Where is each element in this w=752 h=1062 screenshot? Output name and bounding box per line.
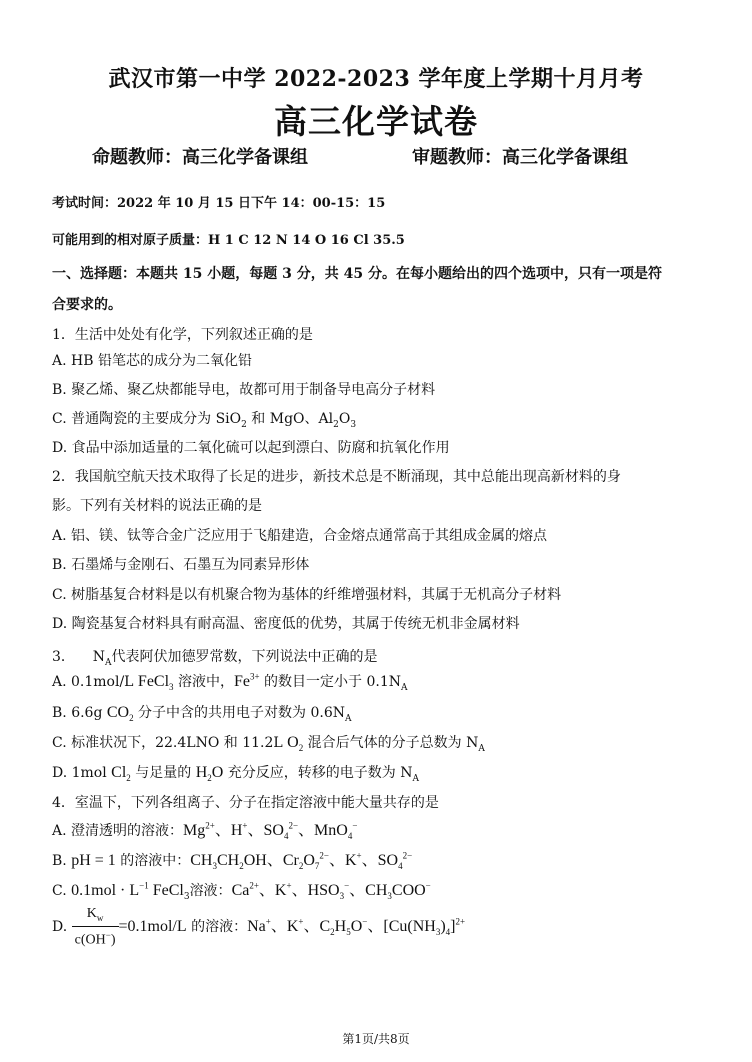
- q1-stem: 1．生活中处处有化学，下列叙述正确的是: [52, 327, 313, 343]
- q4-d-mid: 的溶液：: [186, 919, 248, 936]
- q1-option-d: D. 食品中添加适量的二氧化硫可以起到漂白、防腐和抗氧化作用: [52, 440, 450, 456]
- q2-option-d: D. 陶瓷基复合材料具有耐高温、密度低的优势，其属于传统无机非金属材料: [52, 616, 520, 632]
- page-number: 第1页/共8页: [342, 1032, 410, 1046]
- reviewer-info: [412, 143, 628, 169]
- q2-stem-line1: 2．我国航空航天技术取得了长足的进步，新技术总是不断涌现，其中总能出现高新材料的身: [52, 469, 621, 485]
- q3-a-part2: 溶液中，: [173, 674, 234, 690]
- q4-option-d: D. $\frac{K_w}{c(OH^-)}$ =0.1mol/L 的溶液：Na+、K+、$C_2H_5O^-$、$[Cu(NH_3)_4]^{2+}$: [52, 906, 466, 948]
- setter-label: 命题教师：: [92, 147, 182, 168]
- q4-option-c: C. $0.1mol \cdot L^{-1}$ FeCl$_3$溶液：$Ca^{2+}$、K+、$HSO_3^-$、$CH_3COO^-$: [52, 880, 431, 902]
- q4-option-a: A. 澄清透明的溶液：$Mg^{2+}$、H+、$SO_4^{2-}$、MnO$_4$−: [52, 820, 358, 842]
- exam-time: 考试时间：2022 年 10 月 15 日下午 14：00-15：15: [52, 196, 386, 211]
- q4-b-label: B.: [52, 853, 67, 869]
- q3-a-part3: 的数目一定小于 0.1N: [259, 674, 401, 690]
- q4-c-label: C.: [52, 883, 67, 899]
- q1-c-mid: 和 MgO、Al: [246, 411, 334, 427]
- q3-c-part1: C. 标准状况下，22.4LNO 和 11.2L: [52, 735, 288, 751]
- q2-option-c: C. 树脂基复合材料是以有机聚合物为基体的纤维增强材料，其属于无机高分子材料: [52, 587, 562, 603]
- q3-b-part2: 分子中含的共用电子对数为 0.6N: [133, 705, 346, 721]
- exam-title-line1: 武汉市第一中学 2022-2023 学年度上学期十月月考: [108, 66, 644, 92]
- q1-option-c: C. 普通陶瓷的主要成分为 SiO$_2$ 和 MgO、$Al_2O_3$: [52, 411, 357, 430]
- q3-d-part1: D. 1mol: [52, 765, 112, 781]
- q4-c-mid: 溶液：: [189, 883, 232, 899]
- q3-stem: 3． $N_A$代表阿伏加德罗常数，下列说法中正确的是: [52, 649, 378, 668]
- q4-stem: 4．室温下，下列各组离子、分子在指定溶液中能大量共存的是: [52, 795, 439, 811]
- section-intro-line2: 合要求的。: [52, 297, 122, 313]
- q2-stem-line2: 影。下列有关材料的说法正确的是: [52, 498, 262, 514]
- q3-b-part1: B. 6.6g: [52, 705, 107, 721]
- atomic-masses: 可能用到的相对原子质量：H 1 C 12 N 14 O 16 Cl 35.5: [52, 233, 405, 248]
- q3-d-part2: 与足量的: [130, 765, 196, 781]
- q3-c-part2: 混合后气体的分子总数为 N: [303, 735, 479, 751]
- q3-number: 3．: [52, 649, 75, 665]
- q3-d-part3: 充分反应，转移的电子数为 N: [223, 765, 413, 781]
- q2-option-a: A. 铝、镁、钛等合金广泛应用于飞船建造，合金熔点通常高于其组成金属的熔点: [52, 528, 548, 544]
- section-intro-line1: 一、选择题：本题共 15 小题，每题 3 分，共 45 分。在每小题给出的四个选项中，只有一项是符: [52, 266, 662, 282]
- q3-option-b: B. 6.6g $CO_2$ 分子中含的共用电子对数为 $0.6N_A$: [52, 704, 352, 724]
- exam-title-line2: 高三化学试卷: [274, 102, 478, 141]
- q1-c-pre: C. 普通陶瓷的主要成分为 SiO: [52, 411, 242, 427]
- q3-option-a: A. 0.1mol/L FeCl$_3$ 溶液中，$Fe^{3+}$ 的数目一定小于 $0.1N_A$: [52, 671, 408, 693]
- q4-a-label: A. 澄清透明的溶液：: [52, 823, 184, 839]
- q3-a-part1: A. 0.1mol/L: [52, 674, 138, 690]
- q3-stem-text: 代表阿伏加德罗常数，下列说法中正确的是: [111, 649, 378, 665]
- q2-option-b: B. 石墨烯与金刚石、石墨互为同素异形体: [52, 557, 310, 573]
- q4-b-mid: 的溶液中：: [115, 853, 191, 869]
- setter-name: 高三化学备课组: [182, 147, 308, 168]
- kw-fraction: $\frac{K_w}{c(OH^-)}$: [72, 906, 119, 948]
- q3-option-c: C. 标准状况下，22.4LNO 和 11.2L $O_2$ 混合后气体的分子总数为 $N_A$: [52, 734, 485, 754]
- setter-info: [92, 143, 308, 169]
- reviewer-label: 审题教师：: [412, 147, 502, 168]
- q3-option-d: D. 1mol $Cl_2$ 与足量的 $H_2O$ 充分反应，转移的电子数为 $N_A$: [52, 764, 419, 784]
- q4-option-b: B. pH = 1 的溶液中：$CH_3CH_2OH$、$Cr_2O_7^{2-}$、K+、$SO_4^{2-}$: [52, 850, 413, 872]
- q1-option-a: A. HB 铅笔芯的成分为二氧化铅: [52, 353, 252, 369]
- q4-d-label: D.: [52, 919, 68, 936]
- q1-option-b: B. 聚乙烯、聚乙炔都能导电，故都可用于制备导电高分子材料: [52, 382, 436, 398]
- reviewer-name: 高三化学备课组: [502, 147, 628, 168]
